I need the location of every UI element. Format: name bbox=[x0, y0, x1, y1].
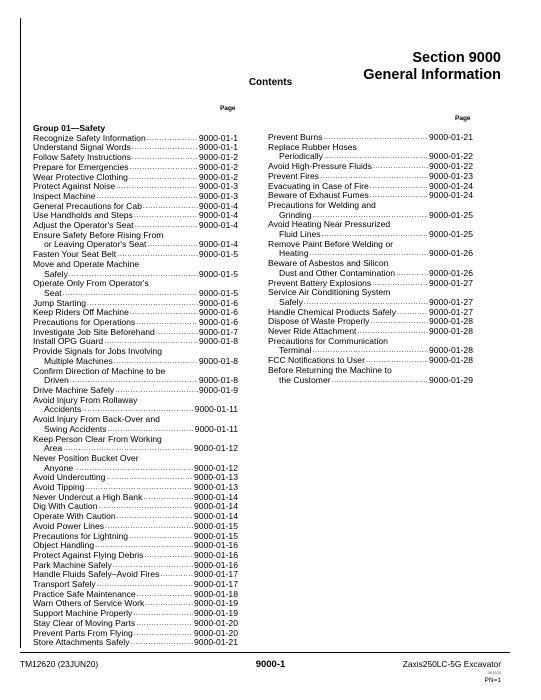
toc-entry-page: 9000-01-17 bbox=[194, 569, 238, 580]
toc-entry-page: 9000-01-1 bbox=[198, 132, 238, 143]
toc-entry-title-line: Move and Operate Machine bbox=[33, 258, 140, 269]
toc-entry-title-line: Precautions for Welding and bbox=[268, 199, 376, 210]
toc-entry-page: 9000-01-5 bbox=[198, 268, 238, 279]
toc-entry-title: Inspect Machine bbox=[33, 190, 96, 201]
toc-entry-title: Fasten Your Seat Belt bbox=[33, 249, 117, 260]
toc-entry-title: General Precautions for Cab bbox=[33, 200, 142, 211]
dot-leader bbox=[136, 619, 193, 629]
toc-entry-page: 9000-01-3 bbox=[198, 190, 238, 201]
toc-entry-title: Handle Chemical Products Safely bbox=[268, 306, 397, 317]
toc-entry-page: 9000-01-15 bbox=[194, 530, 238, 541]
toc-entry-title: Dispose of Waste Properly bbox=[268, 316, 370, 327]
toc-entry-page: 9000-01-24 bbox=[429, 190, 473, 201]
toc-entry-page: 9000-01-26 bbox=[429, 248, 473, 259]
toc-entry-page: 9000-01-6 bbox=[198, 297, 238, 308]
toc-entry-page: 9000-01-25 bbox=[429, 209, 473, 220]
toc-entry-page: 9000-01-19 bbox=[194, 608, 238, 619]
toc-entry-title: Avoid Undercutting bbox=[33, 472, 106, 483]
toc-entry-title: Area bbox=[44, 443, 63, 454]
toc-entry-title: FCC Notifications to User bbox=[268, 355, 365, 366]
toc-entry-page: 9000-01-14 bbox=[194, 501, 238, 512]
toc-entry-page: 9000-01-4 bbox=[198, 239, 238, 250]
toc-entry-page: 9000-01-4 bbox=[198, 210, 238, 221]
toc-entry-page: 9000-01-28 bbox=[429, 355, 473, 366]
toc-entry-title: Fluid Lines bbox=[279, 229, 321, 240]
toc-entry-page: 9000-01-16 bbox=[194, 559, 238, 570]
toc-entry-page: 9000-01-29 bbox=[429, 374, 473, 385]
dot-leader bbox=[147, 240, 197, 250]
dot-leader bbox=[106, 473, 193, 483]
toc-entry-title: Never Undercut a High Bank bbox=[33, 491, 143, 502]
toc-entry-title: Protect Against Noise bbox=[33, 181, 116, 192]
footer-doc-id: TM12620 (23JUN20) bbox=[20, 659, 99, 669]
toc-entry-page: 9000-01-3 bbox=[198, 181, 238, 192]
toc-entry-title: Keep Riders Off Machine bbox=[33, 307, 129, 318]
toc-entry-title: Store Attachments Safely bbox=[33, 637, 130, 648]
toc-entry-page: 9000-01-12 bbox=[194, 443, 238, 454]
toc-entry-page: 9000-01-28 bbox=[429, 326, 473, 337]
toc-entry-title: Dust and Other Contamination bbox=[279, 267, 396, 278]
toc-entry-page: 9000-01-8 bbox=[198, 375, 238, 386]
toc-entry-title: Periodically bbox=[279, 151, 323, 162]
toc-entry-title: Swing Accidents bbox=[44, 423, 107, 434]
dot-leader bbox=[396, 269, 428, 279]
toc-entry-page: 9000-01-8 bbox=[198, 355, 238, 366]
toc-entry-page: 9000-01-27 bbox=[429, 296, 473, 307]
footer-model: Zaxis250LC-5G Excavator bbox=[402, 659, 501, 669]
toc-entry-title: Evacuating in Case of Fire bbox=[268, 180, 369, 191]
toc-entry-title: the Customer bbox=[279, 374, 331, 385]
toc-entry-title-line: Service Air Conditioning System bbox=[268, 287, 391, 298]
dot-leader bbox=[134, 211, 198, 221]
page-column-label-right: Page bbox=[455, 115, 471, 122]
toc-entry-title: Wear Protective Clothing bbox=[33, 171, 128, 182]
toc-entry-page: 9000-01-15 bbox=[194, 520, 238, 531]
toc-entry-title-line: Avoid Injury From Back-Over and bbox=[33, 414, 160, 425]
section-number: Section 9000 bbox=[412, 50, 501, 66]
toc-entry-title: Multiple Machines bbox=[44, 355, 113, 366]
dot-leader bbox=[147, 134, 198, 144]
toc-entry-title: Accidents bbox=[44, 404, 82, 415]
footer-code: 061520 bbox=[487, 670, 501, 675]
section-title: General Information bbox=[363, 67, 501, 83]
toc-entry-title-line: Provide Signals for Jobs Involving bbox=[33, 346, 162, 357]
toc-entry-title: Object Handling bbox=[33, 540, 95, 551]
toc-entry-title: Drive Machine Safely bbox=[33, 384, 115, 395]
toc-entry-page: 9000-01-2 bbox=[198, 161, 238, 172]
dot-leader bbox=[129, 173, 198, 183]
toc-entry bbox=[268, 376, 473, 386]
toc-entry-page: 9000-01-13 bbox=[194, 472, 238, 483]
toc-entry-page: 9000-01-6 bbox=[198, 317, 238, 328]
toc-entry bbox=[33, 638, 238, 648]
toc-entry-title-line: Confirm Direction of Machine to be bbox=[33, 365, 166, 376]
toc-entry-title: Follow Safety Instructions bbox=[33, 152, 131, 163]
toc-entry-title: Support Machine Properly bbox=[33, 608, 133, 619]
dot-leader bbox=[129, 532, 193, 542]
toc-entry-page: 9000-01-24 bbox=[429, 180, 473, 191]
toc-entry-page: 9000-01-4 bbox=[198, 220, 238, 231]
dot-leader bbox=[116, 182, 198, 192]
dot-leader bbox=[132, 153, 198, 163]
toc-entry-title: Anyone bbox=[44, 462, 74, 473]
toc-entry-page: 9000-01-22 bbox=[429, 151, 473, 162]
toc-entry-title: Use Handholds and Steps bbox=[33, 210, 133, 221]
toc-entry-page: 9000-01-27 bbox=[429, 277, 473, 288]
toc-entry-page: 9000-01-2 bbox=[198, 171, 238, 182]
toc-entry-page: 9000-01-21 bbox=[429, 132, 473, 142]
dot-leader bbox=[143, 493, 193, 503]
toc-entry-title-line: Keep Person Clear From Working bbox=[33, 433, 162, 444]
toc-entry-title-line: Beware of Asbestos and Silicon bbox=[268, 258, 389, 269]
dot-leader bbox=[370, 317, 428, 327]
dot-leader bbox=[370, 182, 428, 192]
dot-leader bbox=[117, 512, 193, 522]
dot-leader bbox=[132, 143, 198, 153]
dot-leader bbox=[137, 590, 193, 600]
dot-leader bbox=[144, 551, 193, 561]
dot-leader bbox=[130, 308, 198, 318]
toc-entry-page: 9000-01-28 bbox=[429, 316, 473, 327]
dot-leader bbox=[133, 609, 193, 619]
toc-entry-title-line: Never Position Bucket Over bbox=[33, 452, 139, 463]
toc-entry-page: 9000-01-19 bbox=[194, 598, 238, 609]
toc-entry-page: 9000-01-22 bbox=[429, 161, 473, 172]
dot-leader bbox=[160, 570, 193, 580]
toc-left-column bbox=[33, 124, 238, 648]
toc-entry-page: 9000-01-23 bbox=[429, 170, 473, 181]
toc-entry-title-line: Ensure Safety Before Rising From bbox=[33, 229, 164, 240]
toc-entry-title: Safely bbox=[279, 296, 303, 307]
toc-entry-title-line: Precautions for Communication bbox=[268, 335, 388, 346]
footer-page-number: 9000-1 bbox=[255, 659, 286, 670]
toc-entry-title: Protect Against Flying Debris bbox=[33, 549, 144, 560]
toc-entry-title: Terminal bbox=[279, 345, 312, 356]
page-frame-rule bbox=[20, 18, 21, 648]
toc-entry-title: Prepare for Emergencies bbox=[33, 161, 129, 172]
toc-entry-page: 9000-01-1 bbox=[198, 142, 238, 153]
toc-entry-page: 9000-01-6 bbox=[198, 307, 238, 318]
dot-leader bbox=[332, 376, 428, 386]
toc-entry-page: 9000-01-25 bbox=[429, 229, 473, 240]
toc-entry-title: Seat bbox=[44, 287, 62, 298]
toc-entry-title: Driven bbox=[44, 375, 69, 386]
toc-right-column bbox=[268, 133, 473, 385]
toc-entry-title: Beware of Exhaust Fumes bbox=[268, 190, 369, 201]
toc-entry-title: Precautions for Lightning bbox=[33, 530, 129, 541]
toc-entry-title: Prevent Fires bbox=[268, 170, 320, 181]
toc-entry-page: 9000-01-11 bbox=[194, 423, 238, 434]
footer-rule bbox=[20, 652, 510, 653]
toc-entry-page: 9000-01-5 bbox=[198, 249, 238, 260]
toc-entry-page: 9000-01-21 bbox=[194, 637, 238, 648]
toc-entry-title: Avoid Power Lines bbox=[33, 520, 105, 531]
toc-entry-title: Grinding bbox=[279, 209, 312, 220]
dot-leader bbox=[134, 629, 193, 639]
dot-leader bbox=[156, 328, 198, 338]
toc-entry-title: Operate With Caution bbox=[33, 511, 116, 522]
dot-leader bbox=[370, 191, 428, 201]
dot-leader bbox=[145, 599, 193, 609]
toc-entry-title: Handle Fluids Safely–Avoid Fires bbox=[33, 569, 160, 580]
toc-entry-page: 9000-01-20 bbox=[194, 617, 238, 628]
toc-entry-page: 9000-01-16 bbox=[194, 549, 238, 560]
toc-entry-page: 9000-01-27 bbox=[429, 306, 473, 317]
toc-entry-page: 9000-01-17 bbox=[194, 579, 238, 590]
toc-entry-title: Jump Starting bbox=[33, 297, 87, 308]
toc-entry-page: 9000-01-16 bbox=[194, 540, 238, 551]
toc-entry-page: 9000-01-9 bbox=[198, 384, 238, 395]
toc-entry-title: Stay Clear of Moving Parts bbox=[33, 617, 136, 628]
toc-entry-title-line: Remove Paint Before Welding or bbox=[268, 238, 393, 249]
toc-entry-title: Investigate Job Site Beforehand bbox=[33, 326, 155, 337]
toc-entry-page: 9000-01-7 bbox=[198, 326, 238, 337]
dot-leader bbox=[373, 162, 428, 172]
toc-entry-title: Park Machine Safely bbox=[33, 559, 112, 570]
toc-entry-page: 9000-01-26 bbox=[429, 267, 473, 278]
toc-entry-page: 9000-01-13 bbox=[194, 482, 238, 493]
toc-entry-title-line: Avoid Heating Near Pressurized bbox=[268, 219, 391, 230]
toc-entry-page: 9000-01-8 bbox=[198, 336, 238, 347]
toc-entry-title: Dig With Caution bbox=[33, 501, 98, 512]
toc-entry-title: Heating bbox=[279, 248, 309, 259]
toc-entry-title: Prevent Battery Explosions bbox=[268, 277, 372, 288]
toc-entry-page: 9000-01-14 bbox=[194, 511, 238, 522]
dot-leader bbox=[131, 638, 194, 648]
toc-entry-title: Warn Others of Service Work bbox=[33, 598, 145, 609]
toc-entry-title: Avoid Tipping bbox=[33, 482, 85, 493]
toc-entry-title: Transport Safely bbox=[33, 579, 96, 590]
dot-leader bbox=[397, 308, 428, 318]
dot-leader bbox=[130, 163, 198, 173]
group-title: Group 01—Safety bbox=[33, 123, 106, 133]
toc-entry-page: 9000-01-4 bbox=[198, 200, 238, 211]
dot-leader bbox=[143, 202, 198, 212]
toc-entry-title-line: Avoid Injury From Rollaway bbox=[33, 394, 138, 405]
toc-entry-title-line: Operate Only From Operator's bbox=[33, 278, 149, 289]
toc-entry-page: 9000-01-11 bbox=[194, 404, 238, 415]
toc-entry-page: 9000-01-20 bbox=[194, 627, 238, 638]
toc-entry-page: 9000-01-12 bbox=[194, 462, 238, 473]
toc-entry-title: or Leaving Operator's Seat bbox=[44, 239, 147, 250]
toc-entry-title: Safely bbox=[44, 268, 68, 279]
contents-heading: Contents bbox=[248, 77, 293, 88]
toc-entry-title: Install OPG Guard bbox=[33, 336, 104, 347]
toc-entry-title: Precautions for Operations bbox=[33, 317, 136, 328]
footer-pn: PN=1 bbox=[484, 677, 501, 684]
toc-entry-title: Practice Safe Maintenance bbox=[33, 588, 136, 599]
page-column-label-left: Page bbox=[220, 105, 236, 112]
toc-entry-title: Never Ride Attachment bbox=[268, 326, 357, 337]
toc-entry-title: Recognize Safety Information bbox=[33, 132, 146, 143]
toc-entry-page: 9000-01-28 bbox=[429, 345, 473, 356]
toc-entry-title: Avoid High-Pressure Fluids bbox=[268, 161, 372, 172]
toc-entry-title: Adjust the Operator's Seat bbox=[33, 220, 134, 231]
toc-entry-title: Prevent Burns bbox=[268, 132, 323, 142]
toc-entry-title-line: Before Returning the Machine to bbox=[268, 364, 392, 375]
toc-entry-page: 9000-01-2 bbox=[198, 152, 238, 163]
toc-entry-page: 9000-01-14 bbox=[194, 491, 238, 502]
toc-entry-title-line: Replace Rubber Hoses bbox=[268, 141, 357, 152]
toc-entry-title: Understand Signal Words bbox=[33, 142, 131, 153]
toc-entry-page: 9000-01-5 bbox=[198, 287, 238, 298]
toc-entry-page: 9000-01-18 bbox=[194, 588, 238, 599]
toc-entry-title: Prevent Parts From Flying bbox=[33, 627, 133, 638]
